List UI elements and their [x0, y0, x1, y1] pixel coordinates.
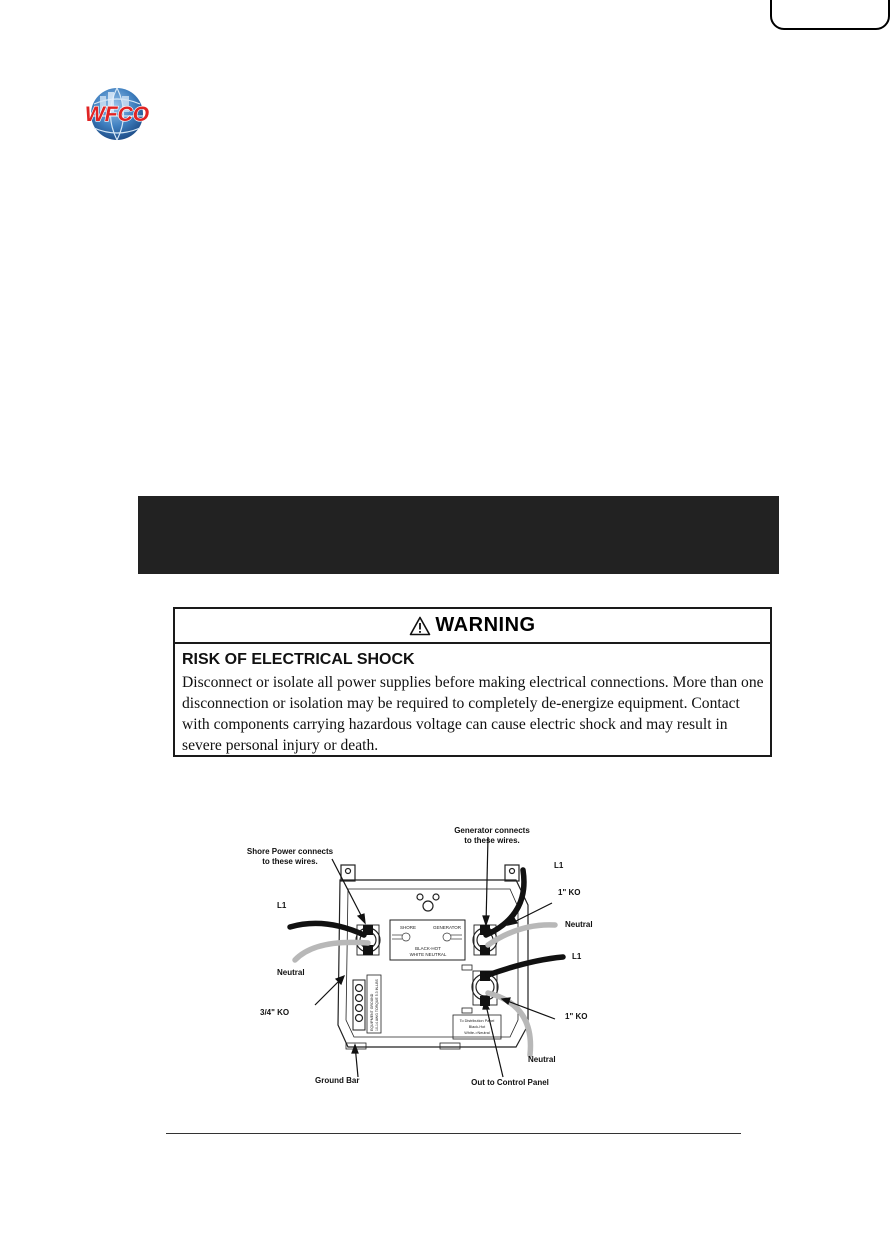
- label-gen-1: Generator connects: [454, 826, 530, 835]
- label-ko-1-top: 1" KO: [558, 888, 581, 897]
- dist-line-3: White->Neutral: [464, 1031, 490, 1035]
- wfco-logo: [78, 84, 154, 148]
- warning-text: Disconnect or isolate all power supplies before making electrical connections. More than one disconnection or isolation may be required to completely de-energize equipment. Contact with components carrying hazardous voltage can cause electric shock and may result in severe personal injury or death.: [182, 674, 764, 754]
- label-neutral-bottom-right: Neutral: [528, 1055, 556, 1064]
- wire-out-l1: [488, 957, 563, 975]
- label-shore-2: to these wires.: [262, 857, 318, 866]
- plate-shore: SHORE: [399, 925, 417, 930]
- label-ko-1-bottom: 1" KO: [565, 1012, 588, 1021]
- corner-tab: [770, 0, 890, 30]
- label-neutral-left: Neutral: [277, 968, 305, 977]
- ground-label-2: 10-14 AWG TORQUE 5.3 IN-LBS: [375, 979, 379, 1031]
- label-gen-2: to these wires.: [464, 836, 520, 845]
- warning-heading: WARNING: [435, 614, 536, 636]
- label-neutral-top-right: Neutral: [565, 920, 593, 929]
- plate-generator: GENERATOR: [432, 925, 462, 930]
- warning-header: [175, 609, 770, 644]
- dist-line-2: Black-Hot: [468, 1025, 486, 1029]
- ground-label-1: EQUIPMENT GROUND: [370, 993, 374, 1031]
- label-l1-mid-right: L1: [572, 952, 582, 961]
- label-shore-1: Shore Power connects: [246, 847, 334, 856]
- footer-rule: [166, 1133, 741, 1134]
- label-l1-top-right: L1: [554, 861, 564, 870]
- label-ground-bar: Ground Bar: [315, 1076, 360, 1085]
- section-banner: [138, 496, 779, 574]
- transfer-switch-diagram: [240, 815, 620, 1115]
- warning-box: [173, 607, 772, 757]
- risk-title: RISK OF ELECTRICAL SHOCK: [182, 651, 415, 668]
- wire-shore-l1: [290, 923, 364, 935]
- dist-line-1: To Distribution Panel: [459, 1019, 495, 1023]
- label-ko-3-4: 3/4" KO: [260, 1008, 290, 1017]
- label-out-control: Out to Control Panel: [471, 1078, 549, 1087]
- logo-text: WFCO: [84, 103, 150, 126]
- warning-triangle-icon: [409, 616, 431, 636]
- label-l1-left: L1: [277, 901, 287, 910]
- plate-neutral: WHITE NEUTRAL: [409, 952, 447, 957]
- warning-body: [175, 644, 770, 756]
- plate-hot: BLACK-HOT: [415, 946, 441, 951]
